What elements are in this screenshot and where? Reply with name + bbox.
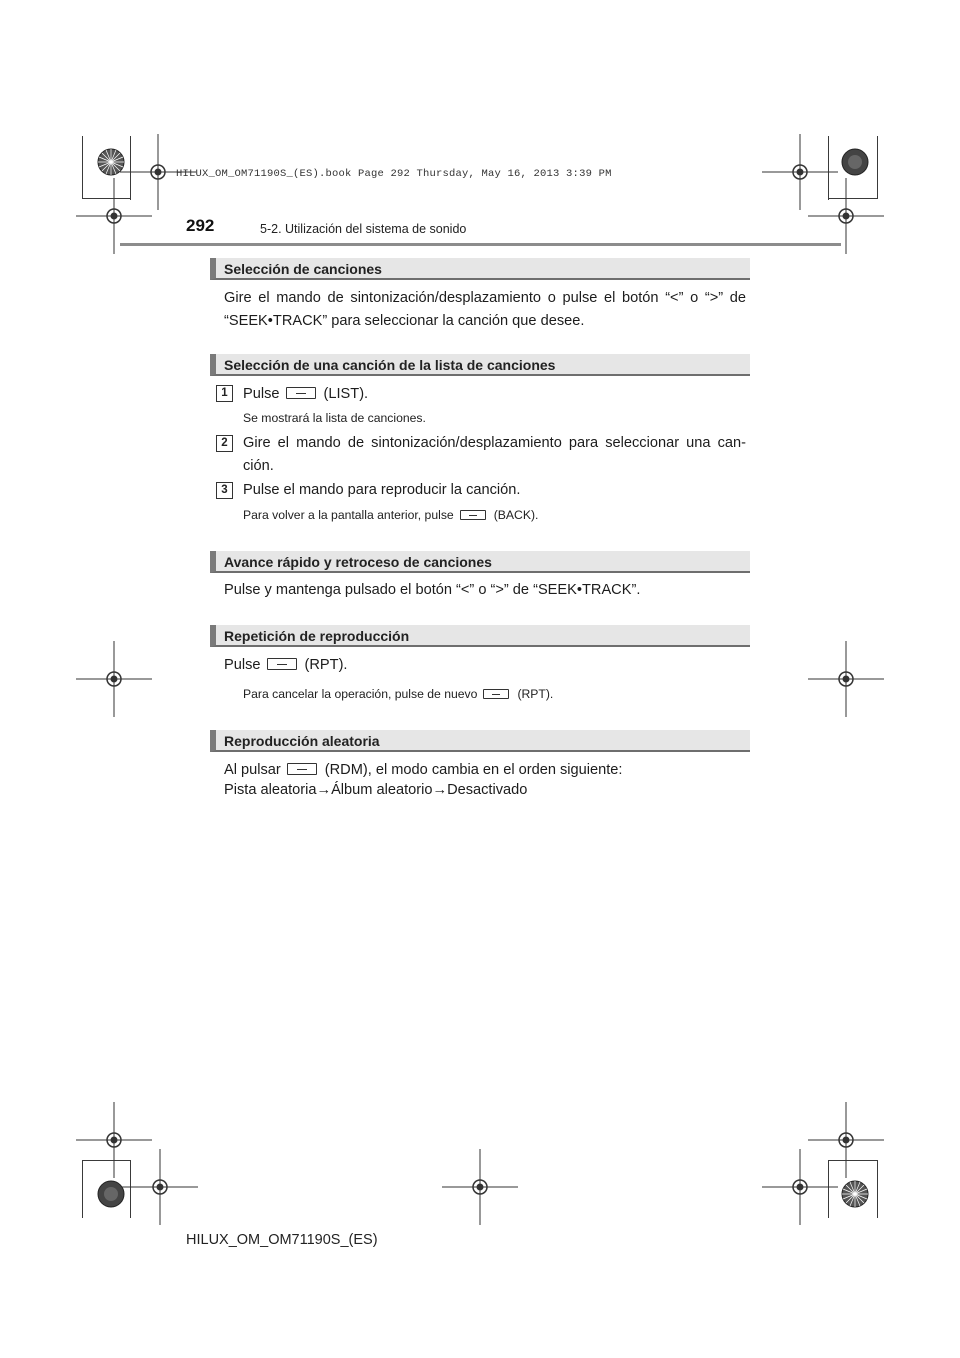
rosette-mark-icon (841, 148, 869, 176)
step-text: Gire el mando de sintonización/desplazamiento para seleccionar una can-ción. (243, 435, 746, 474)
section-title: Repetición de reproducción (224, 628, 410, 644)
step-number-badge: 2 (216, 435, 233, 452)
section-title: Selección de canciones (224, 261, 382, 277)
step-note (243, 508, 538, 522)
header-rule (120, 243, 841, 246)
section-heading (210, 551, 750, 573)
section-title: Avance rápido y retroceso de canciones (224, 554, 492, 570)
step-text (243, 383, 746, 406)
step-text-after: (LIST). (323, 386, 369, 402)
section-title: Reproducción aleatoria (224, 733, 380, 749)
text-after: (RDM), el modo cambia en el orden siguiente: (324, 762, 623, 778)
note-text-after: (BACK). (493, 508, 539, 522)
button-icon (267, 658, 297, 670)
paragraph: Pista aleatoria→Álbum aleatorio→Desactivado (224, 782, 528, 798)
section-heading (210, 354, 750, 376)
step-number-badge: 1 (216, 385, 233, 402)
note-text-after: (RPT). (517, 687, 554, 701)
text-before: Al pulsar (224, 762, 281, 778)
note-text-before: Para cancelar la operación, pulse de nuevo (243, 687, 478, 701)
step-text: Pulse el mando para reproducir la canción. (243, 482, 521, 498)
paragraph (224, 654, 746, 677)
print-book-stamp: HILUX_OM_OM71190S_(ES).book Page 292 Thursday, May 16, 2013 3:39 PM (176, 168, 612, 180)
page-number: 292 (186, 216, 215, 235)
section-heading (210, 625, 750, 647)
button-icon (287, 763, 317, 775)
paragraph: Pulse y mantenga pulsado el botón “<” o “>” de “SEEK•TRACK”. (224, 582, 641, 598)
button-icon (460, 510, 486, 520)
note-text-before: Para volver a la pantalla anterior, pulse (243, 508, 454, 522)
step-number-badge: 3 (216, 482, 233, 499)
text-after: (RPT). (304, 657, 348, 673)
button-icon (286, 387, 316, 399)
rosette-mark-icon (841, 1180, 869, 1208)
step-note: Se mostrará la lista de canciones. (243, 411, 426, 425)
text-before: Pulse (224, 657, 261, 673)
button-icon (483, 689, 509, 699)
section-heading (210, 258, 750, 280)
note (243, 687, 553, 701)
step-text-before: Pulse (243, 386, 280, 402)
paragraph: Gire el mando de sintonización/desplazamiento o pulse el botón “<” o “>” de “SEEK•TRACK” para seleccionar la canción que desee. (224, 290, 746, 329)
running-head: 5-2. Utilización del sistema de sonido (260, 222, 467, 236)
section-heading (210, 730, 750, 752)
document-code: HILUX_OM_OM71190S_(ES) (186, 1232, 378, 1248)
section-title: Selección de una canción de la lista de canciones (224, 357, 556, 373)
